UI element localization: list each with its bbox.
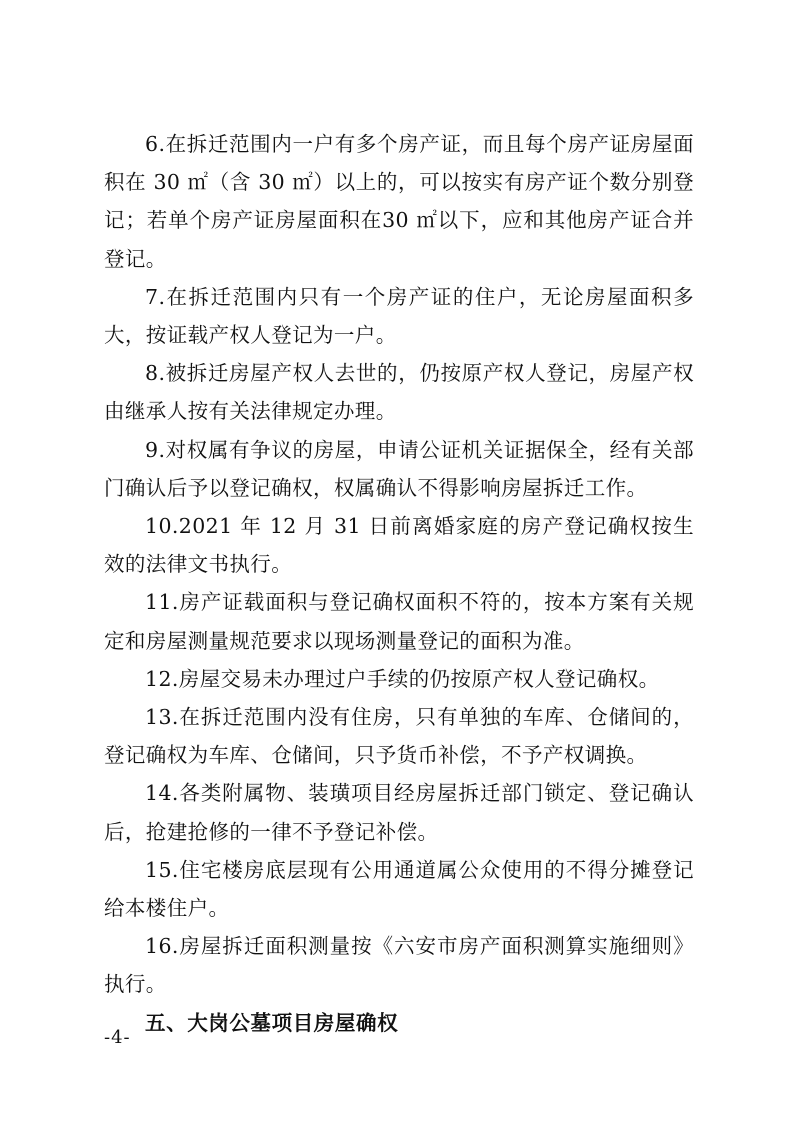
paragraph-item-16: 16.房屋拆迁面积测量按《六安市房产面积测算实施细则》执行。 xyxy=(104,934,694,997)
paragraph-item-13: 13.在拆迁范围内没有住房，只有单独的车库、仓储间的，登记确权为车库、仓储间，只予货币补偿，不予产权调换。 xyxy=(104,705,694,768)
section-heading: 五、大岗公墓项目房屋确权 xyxy=(145,1010,399,1035)
paragraph-item-14: 14.各类附属物、装璜项目经房屋拆迁部门锁定、登记确认后，抢建抢修的一律不予登记补偿。 xyxy=(104,781,694,844)
paragraph-item-15: 15.住宅楼房底层现有公用通道属公众使用的不得分摊登记给本楼住户。 xyxy=(104,857,694,921)
paragraph-item-8: 8.被拆迁房屋产权人去世的，仍按原产权人登记，房屋产权由继承人按有关法律规定办理。 xyxy=(104,361,694,424)
paragraph-item-10: 10.2021 年 12 月 31 日前离婚家庭的房产登记确权按生效的法律文书执行。 xyxy=(104,514,694,577)
document-body xyxy=(104,125,694,1042)
paragraph-item-6: 6.在拆迁范围内一户有多个房产证，而且每个房产证房屋面积在 30 ㎡（含 30 ㎡）以上的，可以按实有房产证个数分别登记；若单个房产证房屋面积在30 ㎡以下，应和其他房产证合并登记。 xyxy=(104,132,694,271)
paragraph-item-11: 11.房产证载面积与登记确权面积不符的，按本方案有关规定和房屋测量规范要求以现场测量登记的面积为准。 xyxy=(104,590,694,653)
page-number: -4- xyxy=(104,1027,131,1048)
paragraph-item-12: 12.房屋交易未办理过户手续的仍按原产权人登记确权。 xyxy=(145,666,660,691)
paragraph-item-7: 7.在拆迁范围内只有一个房产证的住户，无论房屋面积多大，按证载产权人登记为一户。 xyxy=(104,284,694,348)
paragraph-item-9: 9.对权属有争议的房屋，申请公证机关证据保全，经有关部门确认后予以登记确权，权属确认不得影响房屋拆迁工作。 xyxy=(104,437,694,500)
